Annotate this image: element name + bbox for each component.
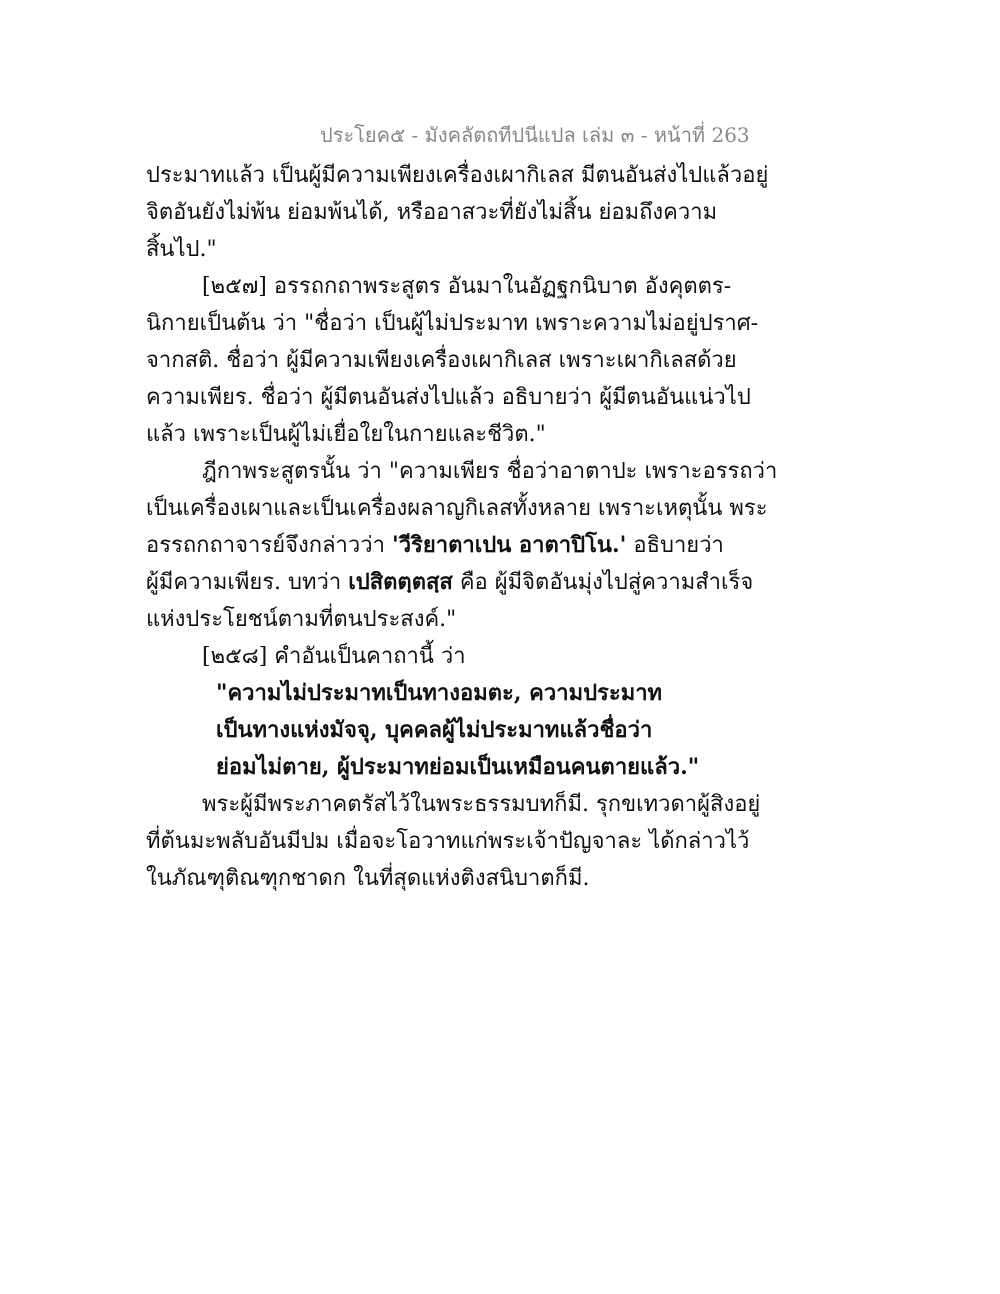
verse-line: "ความไม่ประมาทเป็นทางอมตะ, ความประมาท: [216, 680, 663, 706]
paragraph-5: [146, 786, 761, 897]
verse-block: [146, 675, 706, 786]
text-segment: คือ ผู้มีจิตอันมุ่งไปสู่ความสำเร็จ: [452, 570, 754, 595]
text-line: ฎีกาพระสูตรนั้น ว่า "ความเพียร ชื่อว่าอาตาปะ เพราะอรรถว่า: [202, 459, 778, 484]
text-line: แล้ว เพราะเป็นผู้ไม่เยื่อใยในกายและชีวิต.": [146, 422, 546, 447]
text-line: [146, 564, 754, 601]
running-header: ประโยค๕ - มังคลัตถทีปนีแปล เล่ม ๓ - หน้าที่ 263: [320, 123, 750, 147]
text-line: นิกายเป็นต้น ว่า "ชื่อว่า เป็นผู้ไม่ประมาท เพราะความไม่อยู่ปราศ-: [146, 311, 759, 336]
text-line: [146, 527, 724, 564]
text-segment: อรรถกถาจารย์จึงกล่าวว่า: [146, 533, 392, 558]
text-line: เป็นเครื่องเผาและเป็นเครื่องผลาญกิเลสทั้งหลาย เพราะเหตุนั้น พระ: [146, 496, 768, 521]
text-line: ที่ต้นมะพลับอันมีปม เมื่อจะโอวาทแก่พระเจ้าปัญจาละ ได้กล่าวไว้: [146, 829, 750, 854]
text-line: แห่งประโยชน์ตามที่ตนประสงค์.": [146, 607, 457, 632]
text-line: ในภัณฑุติณฑุกชาดก ในที่สุดแห่งติงสนิบาตก็มี.: [146, 866, 590, 891]
paragraph-4: [146, 638, 706, 675]
text-line: [๒๕๘] คำอันเป็นคาถานี้ ว่า: [202, 644, 466, 669]
text-line: [๒๕๗] อรรถกถาพระสูตร อันมาในอัฏฐกนิบาต อังคุตตร-: [202, 274, 732, 299]
paragraph-3: [146, 453, 778, 638]
paragraph-2: [146, 268, 759, 453]
body-text: [146, 157, 778, 897]
pali-quote: 'วีริยาตาเปน อาตาปิโน.': [391, 532, 627, 558]
text-line: ความเพียร. ชื่อว่า ผู้มีตนอันส่งไปแล้ว อธิบายว่า ผู้มีตนอันแน่วไป: [146, 385, 751, 410]
verse-line: ย่อมไม่ตาย, ผู้ประมาทย่อมเป็นเหมือนคนตายแล้ว.": [216, 754, 700, 780]
text-line: สิ้นไป.": [146, 237, 217, 262]
text-line: จิตอันยังไม่พ้น ย่อมพ้นได้, หรืออาสวะที่ยังไม่สิ้น ย่อมถึงความ: [146, 200, 718, 225]
text-line: จากสติ. ชื่อว่า ผู้มีความเพียงเครื่องเผากิเลส เพราะเผากิเลสด้วย: [146, 348, 737, 373]
text-line: ประมาทแล้ว เป็นผู้มีความเพียงเครื่องเผากิเลส มีตนอันส่งไปแล้วอยู่: [146, 163, 769, 188]
text-segment: อธิบายว่า: [626, 533, 724, 558]
pali-term: เปสิตตฺตสฺส: [348, 569, 453, 595]
text-segment: ผู้มีความเพียร. บทว่า: [146, 570, 349, 595]
verse-line: เป็นทางแห่งมัจจุ, บุคคลผู้ไม่ประมาทแล้วชื่อว่า: [216, 717, 653, 743]
paragraph-1: [146, 157, 769, 268]
text-line: พระผู้มีพระภาคตรัสไว้ในพระธรรมบทก็มี. รุกขเทวดาผู้สิงอยู่: [202, 792, 761, 817]
